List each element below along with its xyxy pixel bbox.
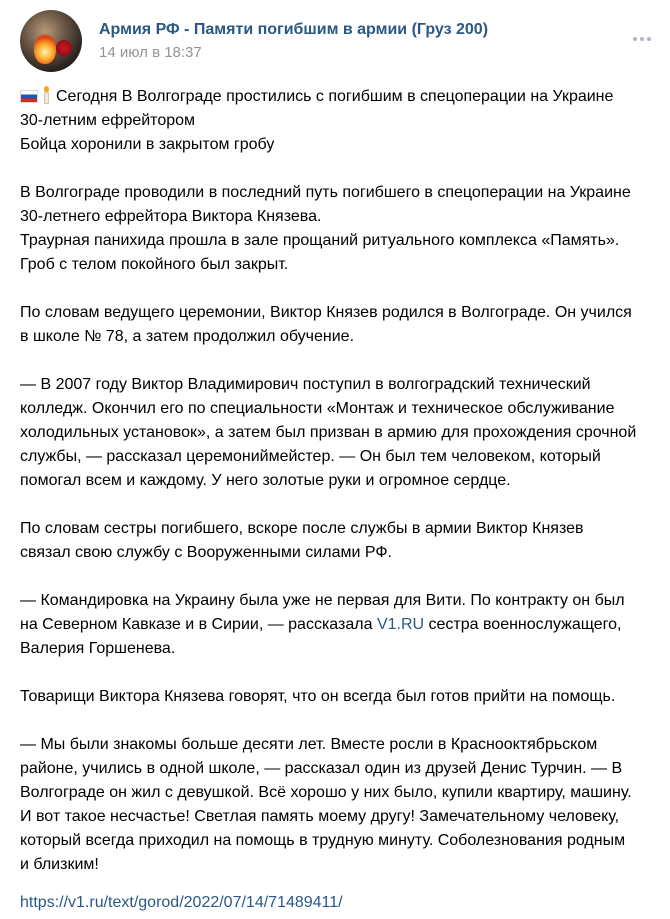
group-name-link[interactable]: Армия РФ - Памяти погибшим в армии (Груз 200): [99, 21, 489, 38]
text-line: — Командировка на Украину была уже не первая для Вити. По контракту он был: [20, 592, 625, 609]
paragraph: [20, 181, 660, 277]
text-line: в школе № 78, а затем продолжил обучение.: [20, 328, 355, 345]
paragraph: [20, 733, 660, 877]
dot: [633, 37, 637, 41]
text-line: Сегодня В Волгограде простились с погибшим в спецоперации на Украине: [20, 85, 660, 109]
dot: [640, 37, 644, 41]
post-text: [20, 85, 660, 877]
text-line: Волгограде он жил с девушкой. Всё хорошо у них было, купили квартиру, машину.: [20, 784, 632, 801]
text-line: По словам сестры погибшего, вскоре после службы в армии Виктор Князев: [20, 520, 584, 537]
source-url-link[interactable]: https://v1.ru/text/gorod/2022/07/14/71489411/: [20, 894, 343, 911]
paragraph: [20, 85, 660, 157]
text-line: Гроб с телом покойного был закрыт.: [20, 256, 289, 273]
source-url-line: [20, 894, 343, 912]
text-line: колледж. Окончил его по специальности «Монтаж и техническое обслуживание: [20, 400, 615, 417]
text-line: Валерия Горшенева.: [20, 640, 176, 657]
russia-flag-icon: [20, 90, 38, 103]
text-line: который всегда приходил на помощь в трудную минуту. Соболезнования родным: [20, 832, 626, 849]
post-timestamp[interactable]: 14 июл в 18:37: [99, 44, 202, 61]
text-line: И вот такое несчастье! Светлая память моему другу! Замечательному человеку,: [20, 808, 620, 825]
rose-image: [56, 40, 72, 56]
post-header: [0, 0, 670, 76]
text-line: 30-летним ефрейтором: [20, 112, 196, 129]
text-line: на Северном Кавказе и в Сирии, — рассказала V1.RU сестра военнослужащего,: [20, 616, 622, 633]
text-line: — Мы были знакомы больше десяти лет. Вместе росли в Краснооктябрьском: [20, 736, 598, 753]
candle-icon: [42, 86, 50, 104]
text-line: По словам ведущего церемонии, Виктор Князев родился в Волгограде. Он учился: [20, 304, 632, 321]
candle-flame-image: [34, 34, 56, 64]
paragraph: [20, 685, 660, 709]
group-avatar[interactable]: [20, 10, 82, 72]
text-line: Бойца хоронили в закрытом гробу: [20, 136, 275, 153]
paragraph: [20, 589, 660, 661]
text-line: В Волгограде проводили в последний путь погибшего в спецоперации на Украине: [20, 184, 631, 201]
text-line: связал свою службу с Вооруженными силами РФ.: [20, 544, 392, 561]
text-line: — В 2007 году Виктор Владимирович поступил в волгоградский технический: [20, 376, 591, 393]
text-line: и близким!: [20, 856, 99, 873]
v1-ru-link[interactable]: V1.RU: [376, 616, 425, 633]
text-line: службы, — рассказал церемониймейстер. — Он был тем человеком, который: [20, 448, 601, 465]
text-line: Товарищи Виктора Князева говорят, что он всегда был готов прийти на помощь.: [20, 688, 616, 705]
paragraph: [20, 301, 660, 349]
paragraph: [20, 373, 660, 493]
text-line: 30-летнего ефрейтора Виктора Князева.: [20, 208, 322, 225]
paragraph: [20, 517, 660, 565]
dot: [647, 37, 651, 41]
text-line: Траурная панихида прошла в зале прощаний ритуального комплекса «Память».: [20, 232, 620, 249]
text-line: помогал всем и каждому. У него золотые руки и огромное сердце.: [20, 472, 511, 489]
text-line: районе, учились в одной школе, — рассказал один из друзей Денис Турчин. — В: [20, 760, 623, 777]
text-line: холодильных установок», а затем был призван в армию для прохождения срочной: [20, 424, 637, 441]
more-dots-icon[interactable]: [628, 32, 656, 46]
